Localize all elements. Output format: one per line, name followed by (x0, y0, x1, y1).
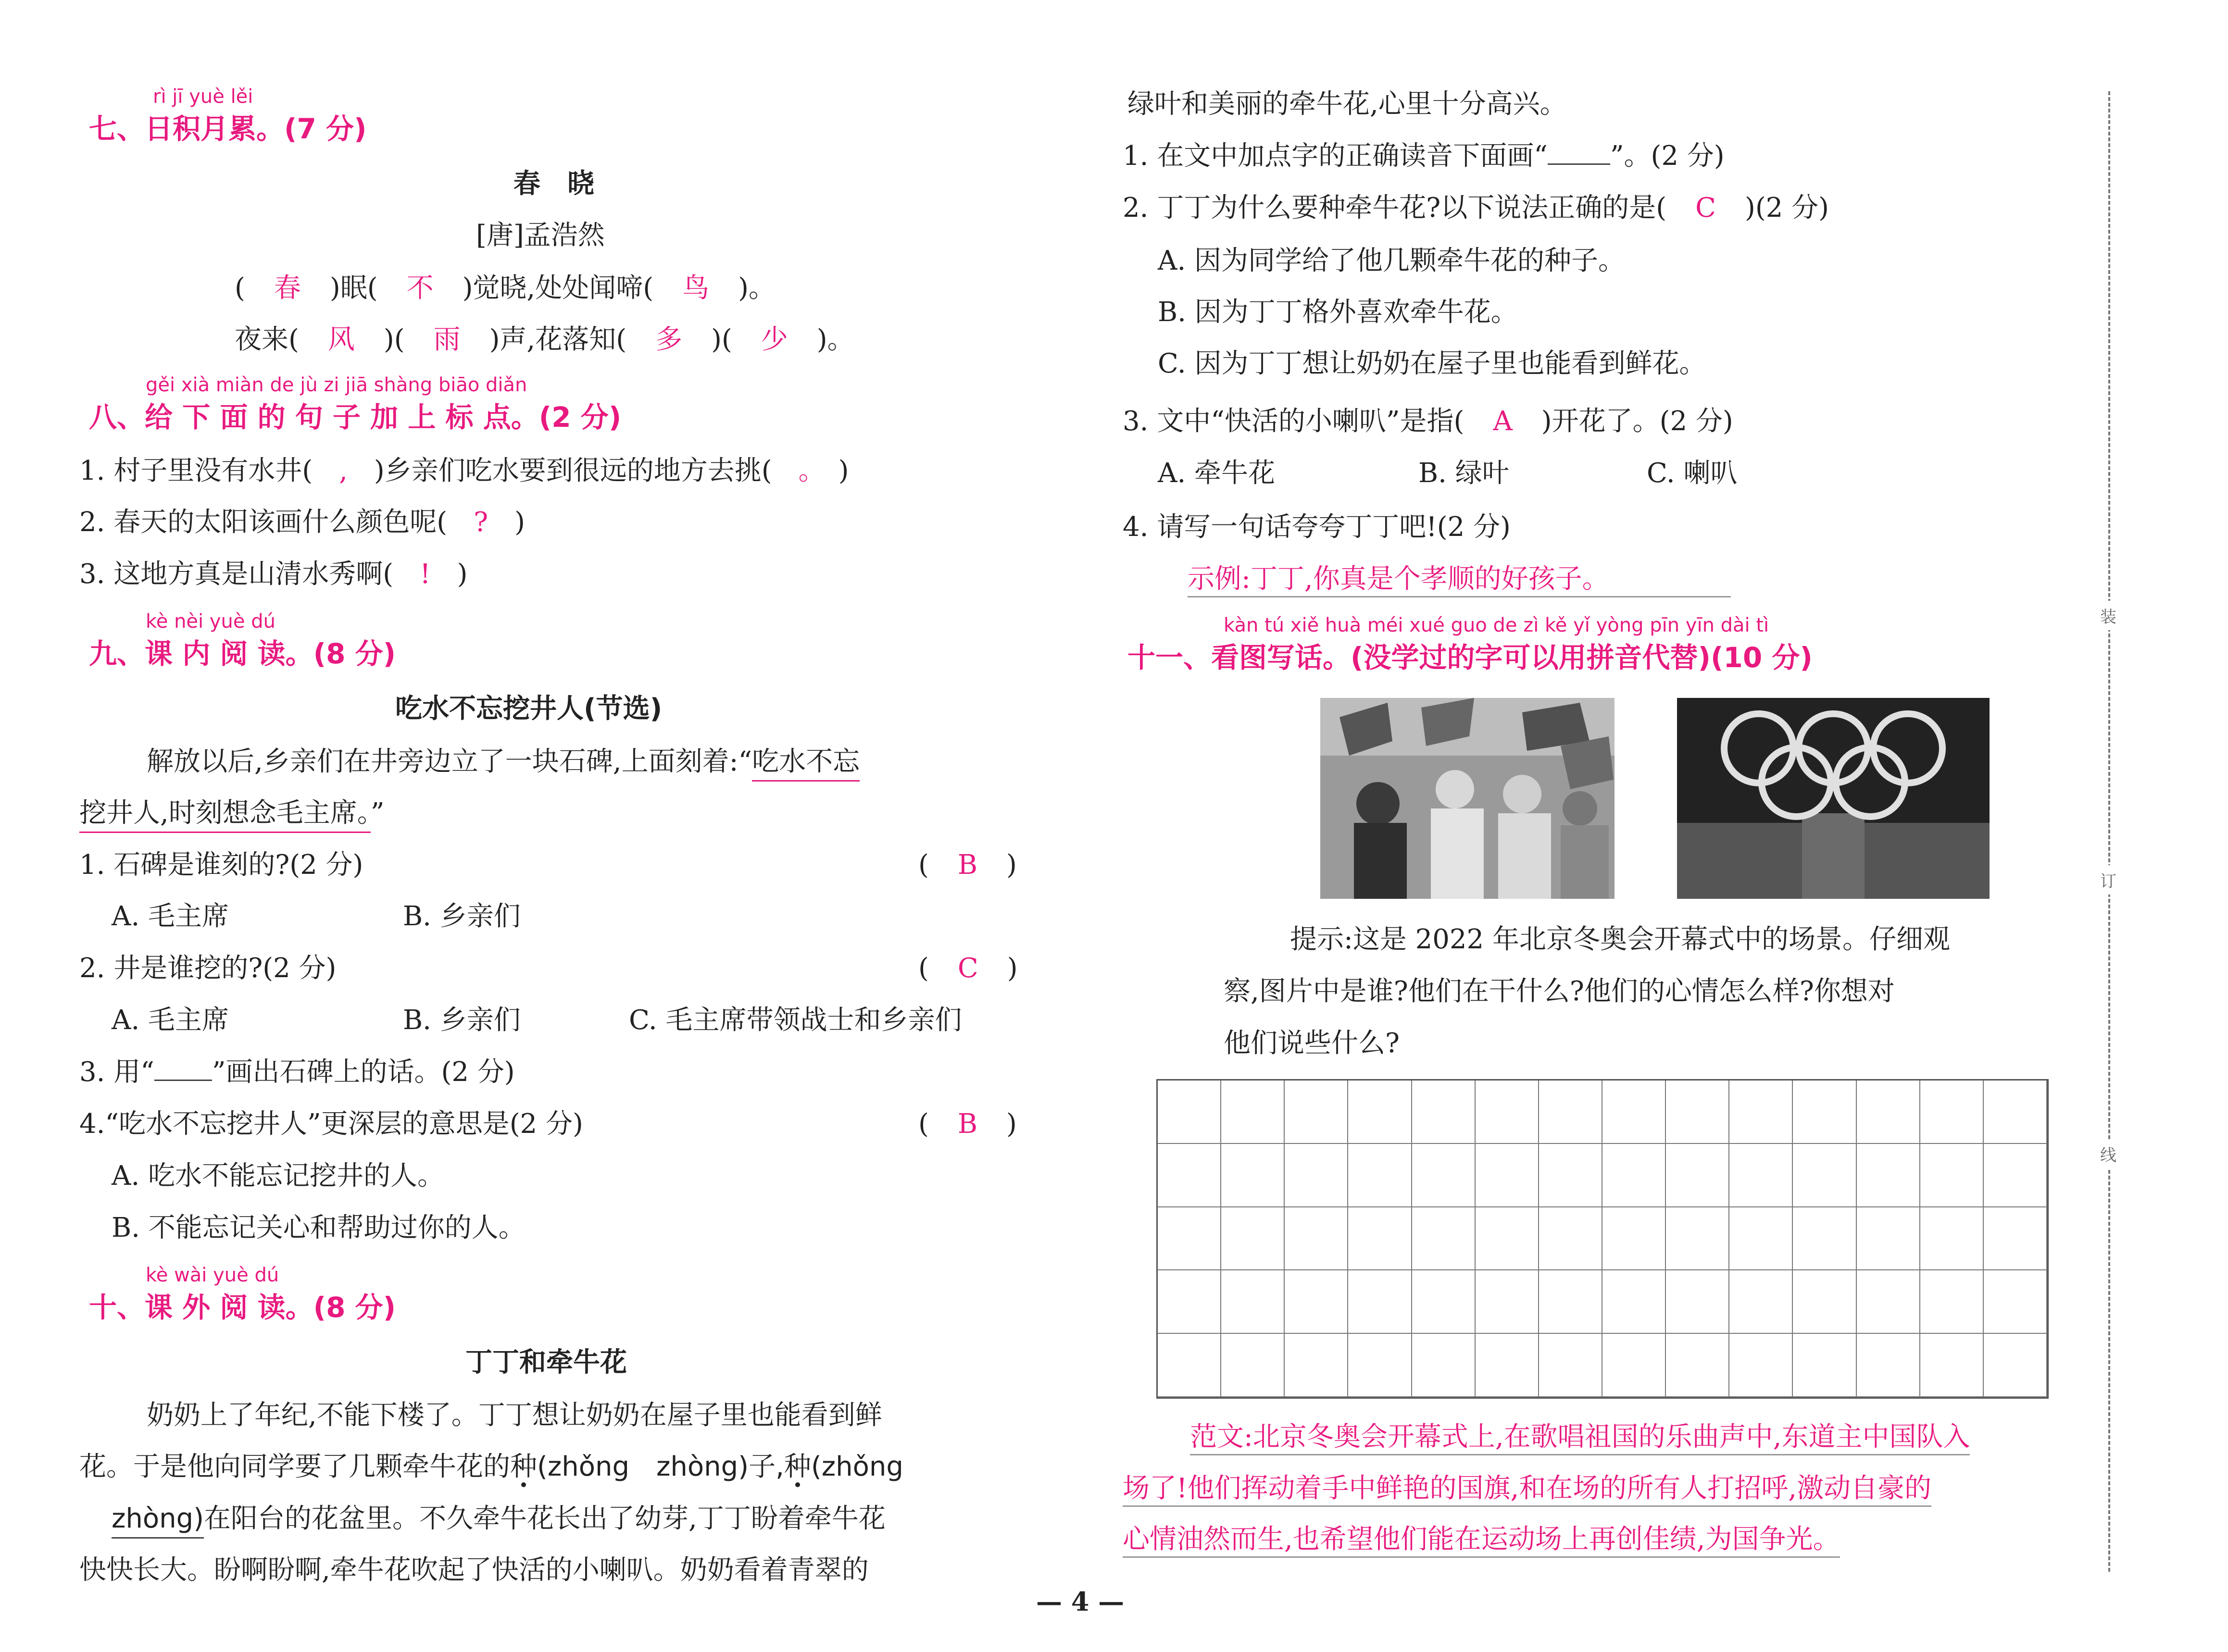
story-q2-option-b: B. 因为丁丁格外喜欢牵牛花。 (1158, 297, 1518, 328)
story-q4: 4. 请写一句话夸夸丁丁吧!(2 分) (1123, 511, 1511, 543)
sample-essay-line-1: 范文:北京冬奥会开幕式上,在歌唱祖国的乐曲声中,东道主中国队入 (1190, 1420, 1970, 1455)
answer-text: 多 (655, 324, 683, 355)
writing-hint-line-1: 提示:这是 2022 年北京冬奥会开幕式中的场景。仔细观 (1290, 924, 1950, 955)
answer-text: ! (420, 559, 431, 590)
story-q3-option-b: B. 绿叶 (1418, 458, 1509, 489)
answer-text: ? (474, 507, 488, 538)
section9-pinyin: kè nèi yuè dú (146, 610, 275, 633)
reading-para-line-2: 挖井人,时刻想念毛主席。” (79, 796, 384, 830)
poem-author: [唐]孟浩然 (476, 220, 605, 251)
answer-text: 风 (327, 324, 355, 355)
section7-heading: 七、日积月累。(7 分) (89, 112, 367, 145)
poem-line-1: ( 春 )眠( 不 )觉晓,处处闻啼( 鸟 )。 (235, 273, 776, 304)
binding-label-1: 装 (2100, 601, 2116, 630)
section10-heading: 十、课 外 阅 读。(8 分) (89, 1291, 396, 1324)
story-line-5: 绿叶和美丽的牵牛花,心里十分高兴。 (1127, 88, 1567, 120)
section9-heading: 九、课 内 阅 读。(8 分) (89, 637, 396, 670)
section11-pinyin: kàn tú xiě huà méi xué guo de zì kě yǐ yòng pīn yīn dài tì (1224, 614, 1769, 636)
section10-pinyin: kè wài yuè dú (146, 1264, 279, 1286)
punct-question-2: 2. 春天的太阳该画什么颜色呢( ? ) (79, 507, 525, 538)
reading-q4: 4.“吃水不忘挖井人”更深层的意思是(2 分) (79, 1108, 583, 1140)
answer-text: 雨 (433, 324, 461, 355)
reading-q4-option-b: B. 不能忘记关心和帮助过你的人。 (112, 1212, 526, 1243)
reading-q2-answer: ( C ) (918, 953, 1018, 984)
story-q2-option-a: A. 因为同学给了他几颗牵牛花的种子。 (1158, 245, 1626, 276)
punct-question-3: 3. 这地方真是山清水秀啊( ! ) (79, 559, 468, 590)
answer-text: C (1695, 192, 1716, 224)
story-line-4: 快快长大。盼啊盼啊,牵牛花吹起了快活的小喇叭。奶奶看着青翠的 (79, 1554, 869, 1586)
sample-essay-line-3: 心情油然而生,也希望他们能在运动场上再创佳绩,为国争光。 (1123, 1523, 1840, 1558)
olympic-rings-illustration (1677, 698, 1990, 899)
punct-question-1: 1. 村子里没有水井( , )乡亲们吃水要到很远的地方去挑( 。 ) (79, 455, 849, 486)
answer-text: 春 (274, 273, 301, 304)
reading-q2-option-c: C. 毛主席带领战士和乡亲们 (629, 1005, 962, 1036)
reading-q1-answer: ( B ) (918, 849, 1017, 881)
story-q2-option-c: C. 因为丁丁想让奶奶在屋子里也能看到鲜花。 (1158, 348, 1706, 379)
story-q3-option-c: C. 喇叭 (1647, 458, 1738, 489)
section7-pinyin: rì jī yuè lěi (153, 86, 253, 108)
section8-pinyin: gěi xià miàn de jù zi jiā shàng biāo diǎn (146, 374, 527, 396)
olympics-athletes-photo (1320, 698, 1615, 899)
story-line-2: 花。于是他向同学要了几颗牵牛花的种(zhǒng zhòng)子,种(zhǒng (79, 1451, 903, 1482)
athletes-photo-illustration (1320, 698, 1615, 899)
poem-line-2: 夜来( 风 )( 雨 )声,花落知( 多 )( 少 )。 (235, 324, 854, 355)
poem-title: 春 晓 (513, 168, 594, 199)
answer-text: 鸟 (682, 273, 710, 304)
reading-para-line-1: 解放以后,乡亲们在井旁边立了一块石碑,上面刻着:“吃水不忘 (147, 745, 860, 779)
writing-grid[interactable] (1156, 1079, 2049, 1399)
reading-q3: 3. 用“ ”画出石碑上的话。(2 分) (79, 1056, 515, 1088)
reading-q1: 1. 石碑是谁刻的?(2 分) (79, 849, 363, 881)
olympic-rings-photo (1677, 698, 1990, 899)
story-q3: 3. 文中“快活的小喇叭”是指( A )开花了。(2 分) (1123, 406, 1733, 437)
writing-hint-line-2: 察,图片中是谁?他们在干什么?他们的心情怎么样?你想对 (1224, 976, 1895, 1007)
reading-q4-answer: ( B ) (918, 1108, 1017, 1140)
sample-essay-line-2: 场了!他们挥动着手中鲜艳的国旗,和在场的所有人打招呼,激动自豪的 (1123, 1472, 1931, 1507)
reading-q1-option-b: B. 乡亲们 (403, 901, 521, 932)
story-q1: 1. 在文中加点字的正确读音下面画“ ”。(2 分) (1123, 140, 1725, 172)
reading-q2-option-a: A. 毛主席 (112, 1005, 229, 1036)
answer-text: 少 (761, 324, 788, 355)
story-q4-answer: 示例:丁丁,你真是个孝顺的好孩子。 (1188, 562, 1731, 597)
story-line-3: zhòng)在阳台的花盆里。不久牵牛花长出了幼芽,丁丁盼着牵牛花 (112, 1502, 886, 1536)
writing-hint-line-3: 他们说些什么? (1224, 1028, 1400, 1059)
reading-q2-option-b: B. 乡亲们 (403, 1005, 521, 1036)
story-q2: 2. 丁丁为什么要种牵牛花?以下说法正确的是( C )(2 分) (1123, 192, 1829, 224)
answer-text: 。 (798, 455, 812, 486)
section11-heading: 十一、看图写话。(没学过的字可以用拼音代替)(10 分) (1127, 641, 1813, 674)
binding-dashed-line (2108, 91, 2110, 1572)
section8-heading: 八、给 下 面 的 句 子 加 上 标 点。(2 分) (89, 401, 622, 434)
reading-title: 吃水不忘挖井人(节选) (395, 693, 663, 724)
reading-q4-option-a: A. 吃水不能忘记挖井的人。 (112, 1160, 445, 1192)
reading-q2: 2. 井是谁挖的?(2 分) (79, 953, 337, 984)
page-number: — 4 — (1036, 1586, 1125, 1617)
story-line-1: 奶奶上了年纪,不能下楼了。丁丁想让奶奶在屋子里也能看到鲜 (147, 1400, 882, 1431)
reading-q1-option-a: A. 毛主席 (112, 901, 229, 932)
story-q3-option-a: A. 牵牛花 (1158, 458, 1276, 489)
answer-text: A (1493, 406, 1513, 437)
binding-label-2: 订 (2100, 865, 2116, 894)
answer-text: 不 (406, 273, 434, 304)
story-title: 丁丁和牵牛花 (465, 1347, 627, 1378)
binding-label-3: 线 (2100, 1139, 2116, 1168)
answer-text: , (339, 455, 348, 486)
